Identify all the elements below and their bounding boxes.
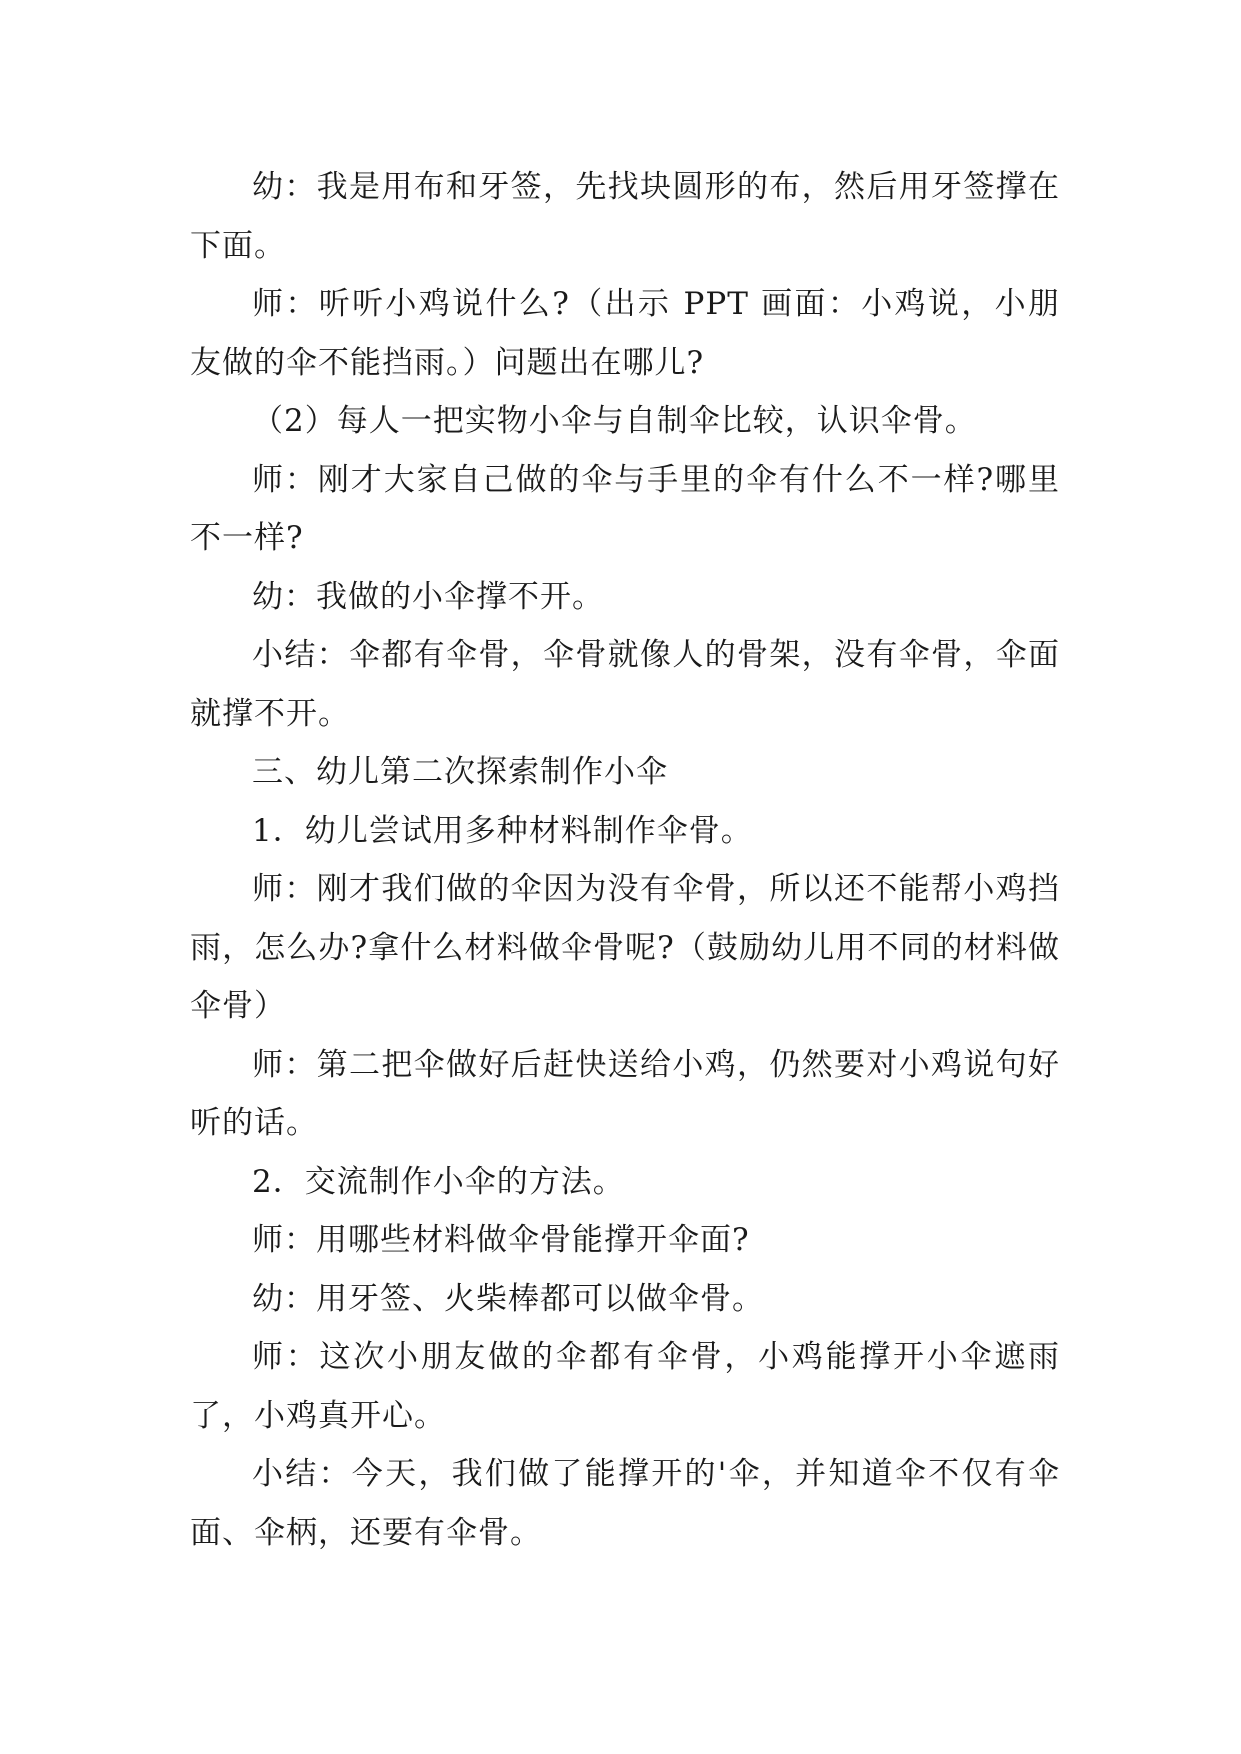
paragraph-teacher-chick-says: 师：听听小鸡说什么?（出示 PPT 画面：小鸡说，小朋友做的伞不能挡雨。）问题出在哪儿? [190, 286, 1060, 381]
section-heading-second-exploration: 三、幼儿第二次探索制作小伞 [252, 754, 668, 790]
paragraph-step-exchange-methods: 2．交流制作小伞的方法。 [252, 1163, 625, 1200]
paragraph-step-materials: 1．幼儿尝试用多种材料制作伞骨。 [252, 812, 753, 849]
paragraph-step-compare-umbrellas: （2）每人一把实物小伞与自制伞比较，认识伞骨。 [252, 403, 977, 439]
paragraph-child-cannot-open: 幼：我做的小伞撑不开。 [252, 578, 604, 615]
paragraph-summary-today: 小结：今天，我们做了能撑开的'伞，并知道伞不仅有伞面、伞柄，还要有伞骨。 [190, 1456, 1060, 1551]
paragraph-child-answer-cloth: 幼：我是用布和牙签，先找块圆形的布，然后用牙签撑在下面。 [190, 169, 1060, 264]
paragraph-summary-ribs: 小结：伞都有伞骨，伞骨就像人的骨架，没有伞骨，伞面就撑不开。 [190, 637, 1060, 732]
paragraph-teacher-chick-happy: 师：这次小朋友做的伞都有伞骨，小鸡能撑开小伞遮雨了，小鸡真开心。 [190, 1339, 1060, 1434]
paragraph-teacher-what-material: 师：刚才我们做的伞因为没有伞骨，所以还不能帮小鸡挡雨，怎么办?拿什么材料做伞骨呢?（鼓励幼儿用不同的材料做伞骨） [190, 871, 1060, 1024]
paragraph-child-toothpicks: 幼：用牙签、火柴棒都可以做伞骨。 [252, 1280, 764, 1317]
document-page [190, 158, 1060, 1562]
paragraph-teacher-difference: 师：刚才大家自己做的伞与手里的伞有什么不一样?哪里不一样? [190, 461, 1060, 556]
paragraph-teacher-which-materials: 师：用哪些材料做伞骨能撑开伞面? [252, 1222, 750, 1258]
paragraph-teacher-give-chick: 师：第二把伞做好后赶快送给小鸡，仍然要对小鸡说句好听的话。 [190, 1046, 1060, 1141]
